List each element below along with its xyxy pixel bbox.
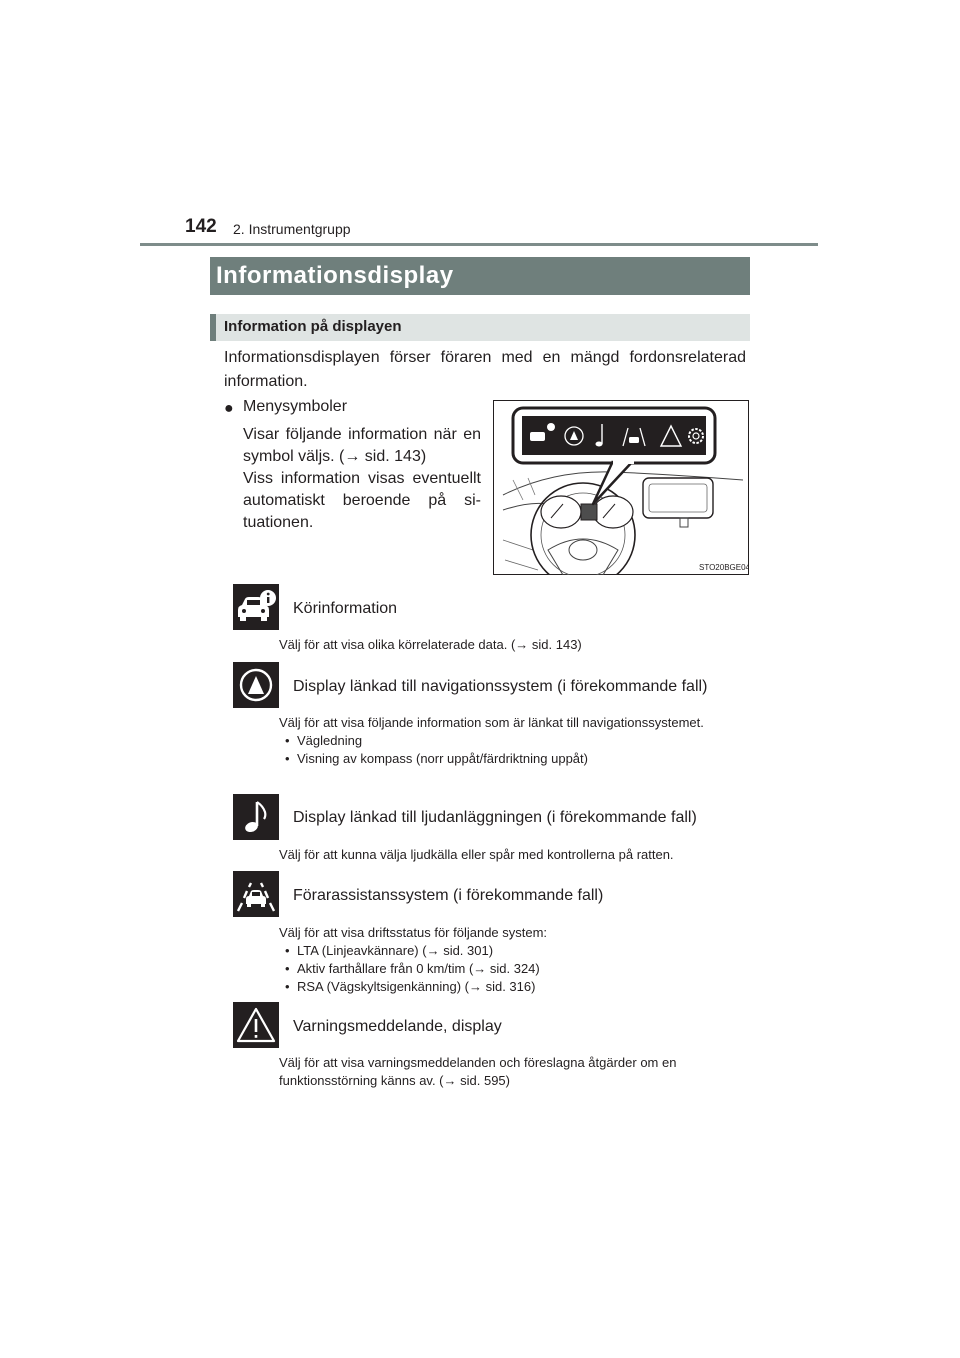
- entry-title-warning: Varningsmeddelande, display: [293, 1018, 502, 1035]
- chapter-title: 2. Instrumentgrupp: [233, 221, 351, 237]
- section-title: Informationsdisplay: [216, 262, 454, 289]
- subheading-accent: [210, 314, 216, 341]
- list-item: • Visning av kompass (norr uppåt/färdriktning uppåt): [279, 750, 747, 768]
- page-number: 142: [185, 216, 217, 237]
- entry-desc-driver-assist: Välj för att visa driftsstatus för följande system: • LTA (Linjeavkännare) (→ sid. 301) • Aktiv farthållare från 0 km/tim (→ sid. 324) • RSA (Vägskyltsigenkänning) (→ sid. 316): [279, 924, 747, 996]
- list-item: • Aktiv farthållare från 0 km/tim (→ sid. 324): [279, 960, 747, 978]
- illustration-code: STO20BGE04: [699, 563, 749, 572]
- list-item: • RSA (Vägskyltsigenkänning) (→ sid. 316): [279, 978, 747, 996]
- warning-icon: [233, 1002, 279, 1048]
- entry-title-navigation: Display länkad till navigationssystem (i förekommande fall): [293, 678, 708, 695]
- list-item: • Vägledning: [279, 732, 747, 750]
- bullet-desc-line-1: Visar följande information när en symbol väljs. (→ sid. 143): [243, 426, 481, 465]
- dashboard-illustration: [493, 400, 749, 575]
- entry-desc-car-info: Välj för att visa olika körrelaterade data. (→ sid. 143): [279, 637, 582, 652]
- entry-desc-navigation: Välj för att visa följande information som är länkat till navigationssystemet. • Vägledning • Visning av kompass (norr uppåt/färdriktning uppåt): [279, 714, 747, 768]
- bullet-label: Menysymboler: [243, 398, 348, 415]
- driver-assist-icon: [233, 871, 279, 917]
- entry-title-driver-assist: Förarassistanssystem (i förekommande fall): [293, 887, 604, 904]
- car-info-icon: [233, 584, 279, 630]
- entry-title-car-info: Körinformation: [293, 600, 398, 617]
- bullet-dot: ●: [224, 400, 234, 417]
- music-note-icon: [233, 794, 279, 840]
- entry-title-audio: Display länkad till ljudanläggningen (i förekommande fall): [293, 809, 697, 826]
- subheading: Information på displayen: [224, 318, 402, 335]
- intro-paragraph: Informationsdisplayen förser föraren med en mängd fordonsrelaterad information.: [224, 349, 746, 390]
- list-item: • LTA (Linjeavkännare) (→ sid. 301): [279, 942, 747, 960]
- entry-desc-warning: Välj för att visa varningsmeddelanden och föreslagna åtgärder om en funktionsstörning känns av. (→ sid. 595): [279, 1055, 677, 1088]
- navigation-icon: [233, 662, 279, 708]
- entry-desc-audio: Välj för att kunna välja ljudkälla eller spår med kontrollerna på ratten.: [279, 847, 674, 862]
- header-rule: [140, 243, 818, 246]
- bullet-desc-line-2: Viss information visas eventuellt automatiskt beroende på situationen.: [243, 470, 481, 531]
- bullet-description: [243, 424, 481, 534]
